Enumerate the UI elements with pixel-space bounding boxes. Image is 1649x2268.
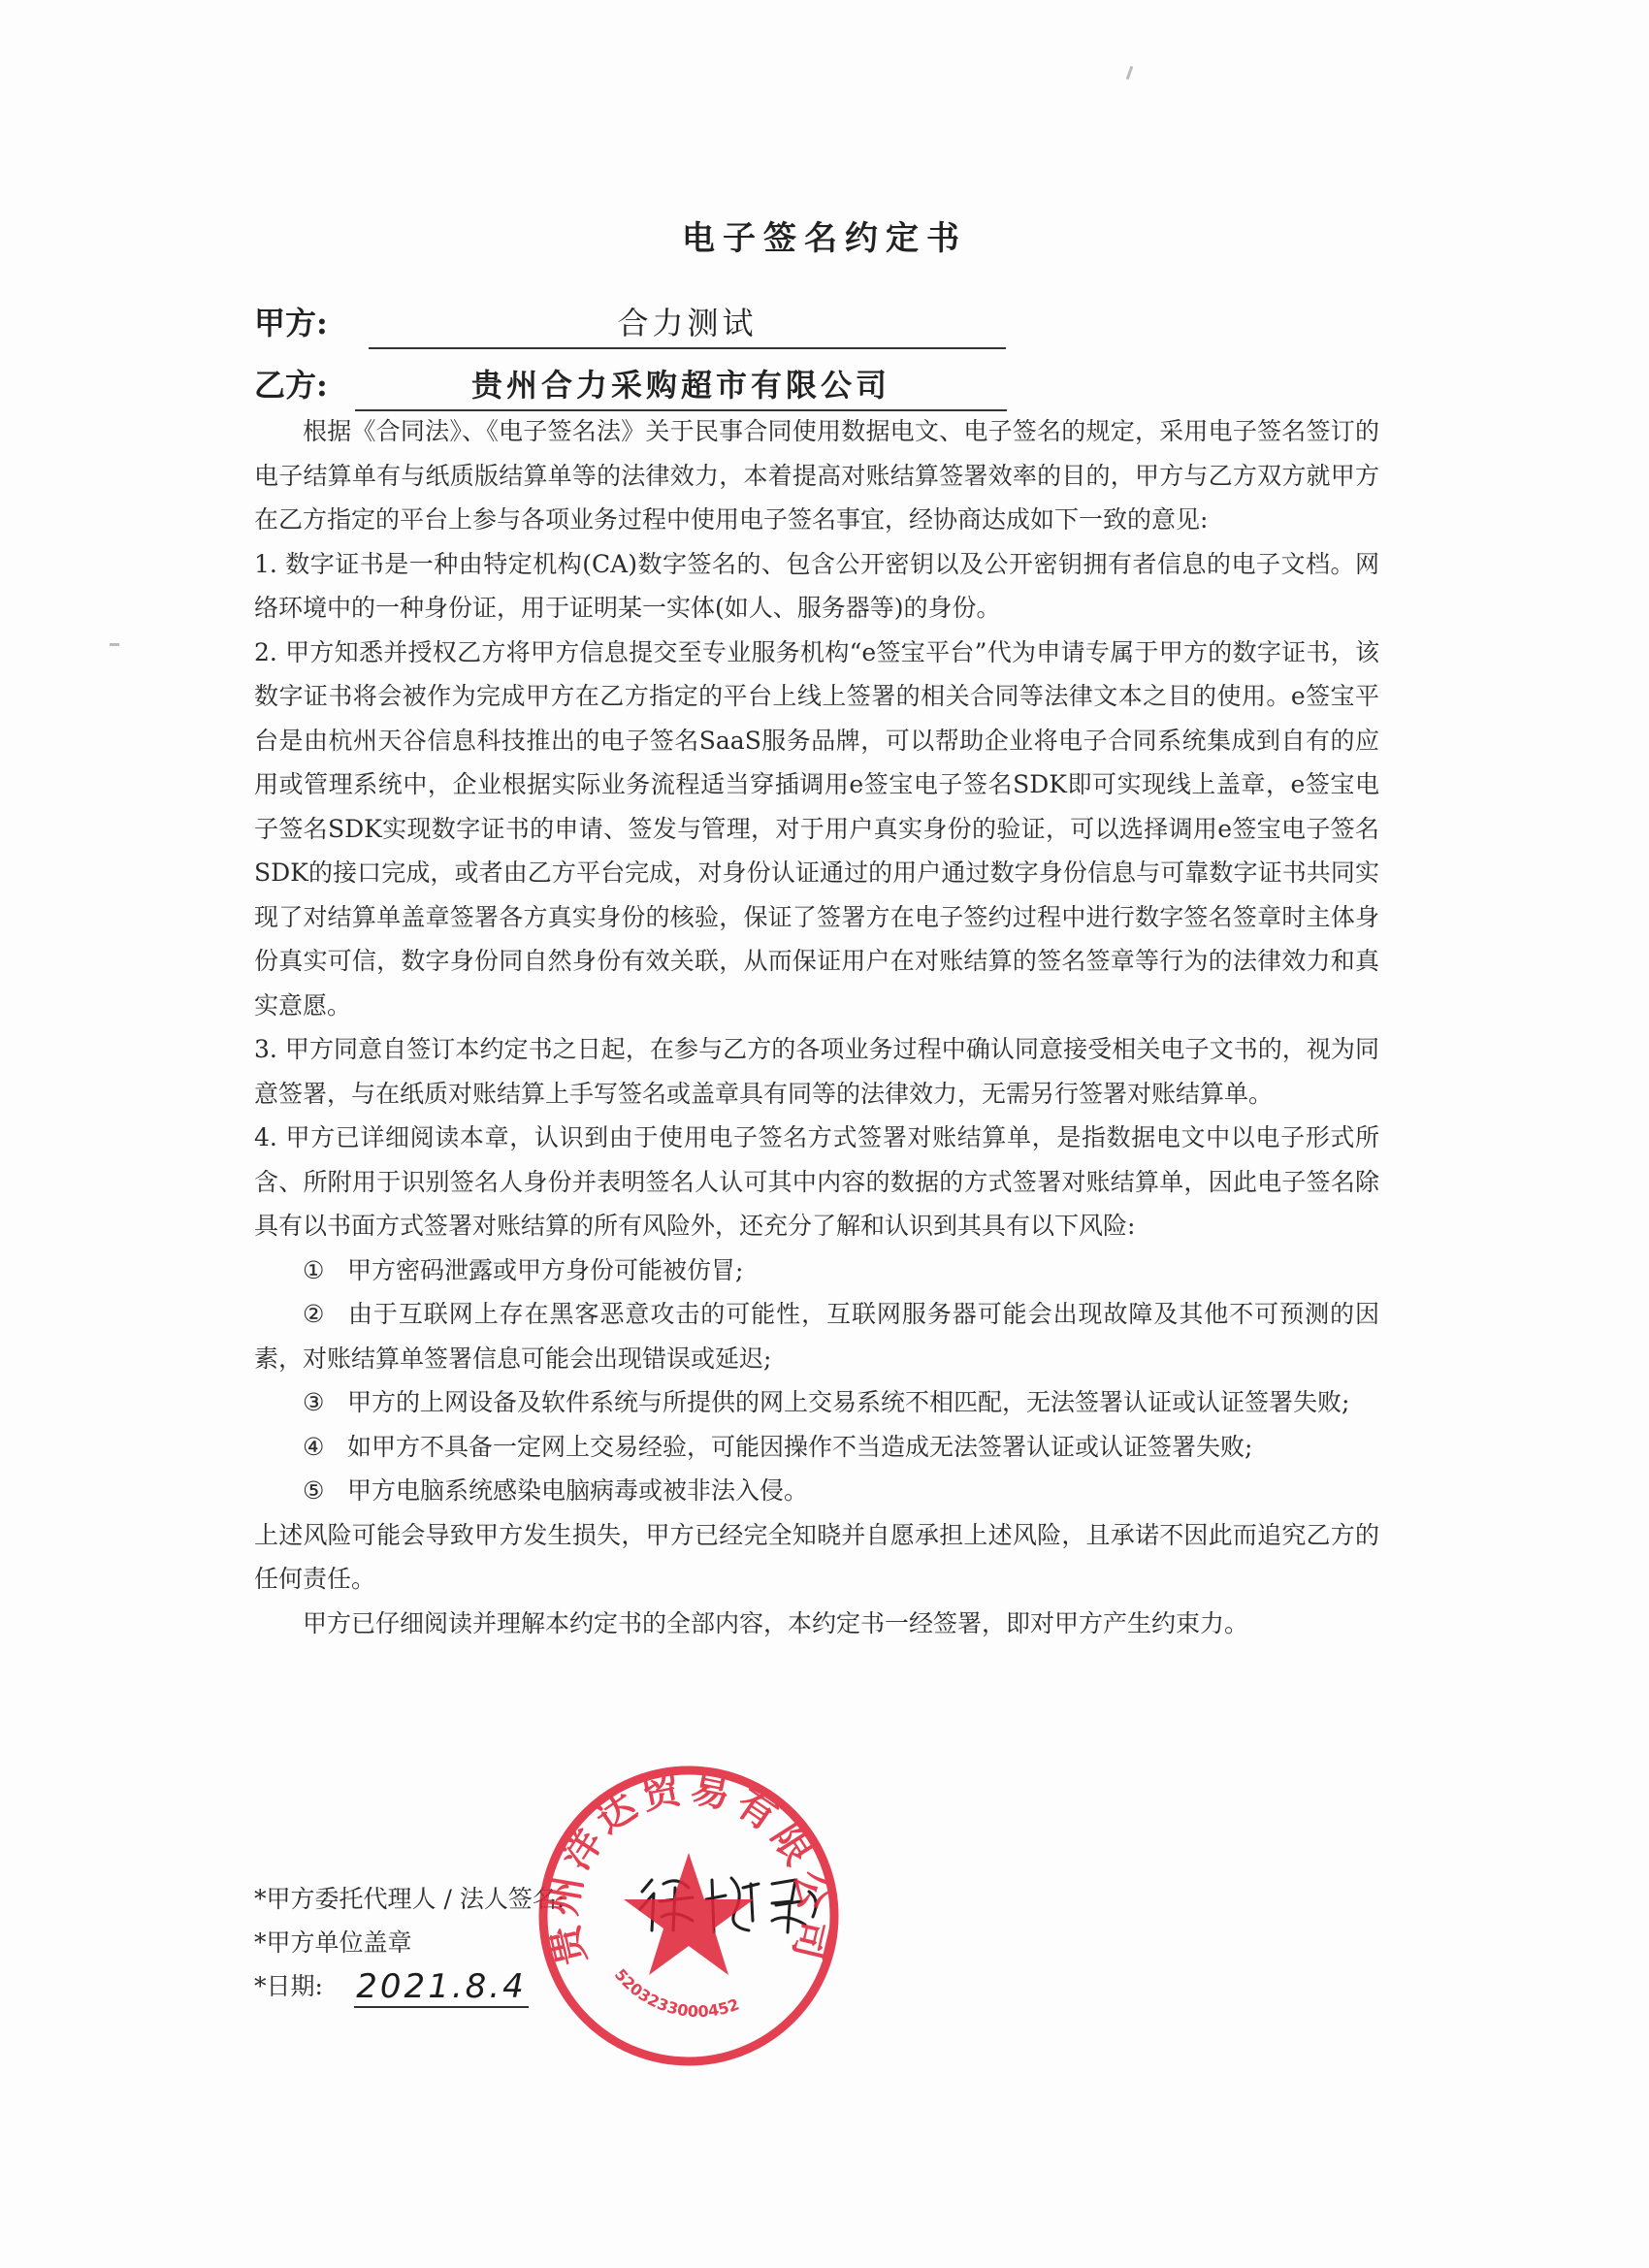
clause-2: 2. 甲方知悉并授权乙方将甲方信息提交至专业服务机构“e签宝平台”代为申请专属于甲方的数字证书，该数字证书将会被作为完成甲方在乙方指定的平台上线上签署的相关合同等法律文本之目的使用。e签宝平台是由杭州天谷信息科技推出的电子签名SaaS服务品牌，可以帮助企业将电子合同系统集成到自有的应用或管理系统中，企业根据实际业务流程适当穿插调用e签宝电子签名SDK即可实现线上盖章，e签宝电子签名SDK实现数字证书的申请、签发与管理，对于用户真实身份的验证，可以选择调用e签宝电子签名SDK的接口完成，或者由乙方平台完成，对身份认证通过的用户通过数字身份信息与可靠数字证书共同实现了对结算单盖章签署各方真实身份的核验，保证了签署方在电子签约过程中进行数字签名签章时主体身份真实可信，数字身份同自然身份有效关联，从而保证用户在对账结算的签名签章等行为的法律效力和真实意愿。	[254, 637, 1379, 1020]
intro-paragraph: 根据《合同法》、《电子签名法》关于民事合同使用数据电文、电子签名的规定，采用电子签名签订的电子结算单有与纸质版结算单等的法律效力，本着提高对账结算签署效率的目的，甲方与乙方双方就甲方在乙方指定的平台上参与各项业务过程中使用电子签名事宜，经协商达成如下一致的意见:	[254, 417, 1379, 534]
clause-3: 3. 甲方同意自签订本约定书之日起，在参与乙方的各项业务过程中确认同意接受相关电子文书的，视为同意签署，与在纸质对账结算上手写签名或盖章具有同等的法律效力，无需另行签署对账结算单。	[254, 1035, 1379, 1108]
risk-item	[254, 1469, 1379, 1513]
party-b-label: 乙方:	[254, 367, 328, 404]
clause-1: 1. 数字证书是一种由特定机构(CA)数字签名的、包含公开密钥以及公开密钥拥有者信息的电子文档。网络环境中的一种身份证，用于证明某一实体(如人、服务器等)的身份。	[254, 549, 1379, 622]
sign-date-label: *日期:	[254, 1972, 323, 2000]
risk-text: 甲方电脑系统感染电脑病毒或被非法入侵。	[347, 1476, 809, 1505]
risk-item	[254, 1425, 1379, 1470]
scan-speck	[110, 643, 119, 646]
sign-seal-label: *甲方单位盖章	[254, 1928, 412, 1957]
clause-4: 4. 甲方已详细阅读本章，认识到由于使用电子签名方式签署对账结算单，是指数据电文中以电子形式所含、所附用于识别签名人身份并表明签名人认可其中内容的数据的方式签署对账结算单，因此电子签名除具有以书面方式签署对账结算的所有风险外，还充分了解和认识到其具有以下风险:	[254, 1123, 1379, 1240]
scan-speck	[1126, 66, 1134, 80]
company-seal	[529, 1756, 849, 2076]
risk-number: ①	[303, 1255, 325, 1284]
party-a-name: 合力测试	[369, 299, 1006, 349]
risk-item	[254, 1380, 1379, 1425]
risk-text: 如甲方不具备一定网上交易经验，可能因操作不当造成无法签署认证或认证签署失败;	[347, 1432, 1253, 1461]
svg-text:贵州洋达贸易有限公司: 贵州洋达贸易有限公司	[540, 1766, 837, 1970]
risk-text: 甲方密码泄露或甲方身份可能被仿冒;	[347, 1255, 744, 1284]
risk-text: 由于互联网上存在黑客恶意攻击的可能性，互联网服务器可能会出现故障及其他不可预测的因素，对账结算单签署信息可能会出现错误或延迟;	[254, 1300, 1379, 1373]
risk-item	[254, 1248, 1379, 1293]
risk-number: ②	[303, 1300, 325, 1328]
party-b-line	[254, 361, 890, 405]
risk-number: ③	[303, 1388, 325, 1416]
party-a-line	[254, 299, 758, 343]
risk-number: ④	[303, 1432, 325, 1461]
party-b-name: 贵州合力采购超市有限公司	[355, 361, 1007, 411]
document-title: 电子签名约定书	[682, 219, 967, 258]
risk-summary: 上述风险可能会导致甲方发生损失，甲方已经完全知晓并自愿承担上述风险，且承诺不因此而追究乙方的任何责任。	[254, 1520, 1379, 1593]
risk-item	[254, 1292, 1379, 1380]
sign-agent-label: *甲方委托代理人 / 法人签名:	[254, 1885, 566, 1913]
risk-number: ⑤	[303, 1476, 325, 1505]
party-a-label: 甲方:	[254, 305, 328, 341]
handwritten-date: 2021.8.4	[354, 1967, 529, 2008]
agreement-body	[254, 409, 1379, 1645]
closing-paragraph: 甲方已仔细阅读并理解本约定书的全部内容，本约定书一经签署，即对甲方产生约束力。	[303, 1608, 1249, 1637]
svg-text:5203233000452: 5203233000452	[610, 1965, 742, 2022]
risk-text: 甲方的上网设备及软件系统与所提供的网上交易系统不相匹配，无法签署认证或认证签署失败;	[347, 1388, 1350, 1416]
